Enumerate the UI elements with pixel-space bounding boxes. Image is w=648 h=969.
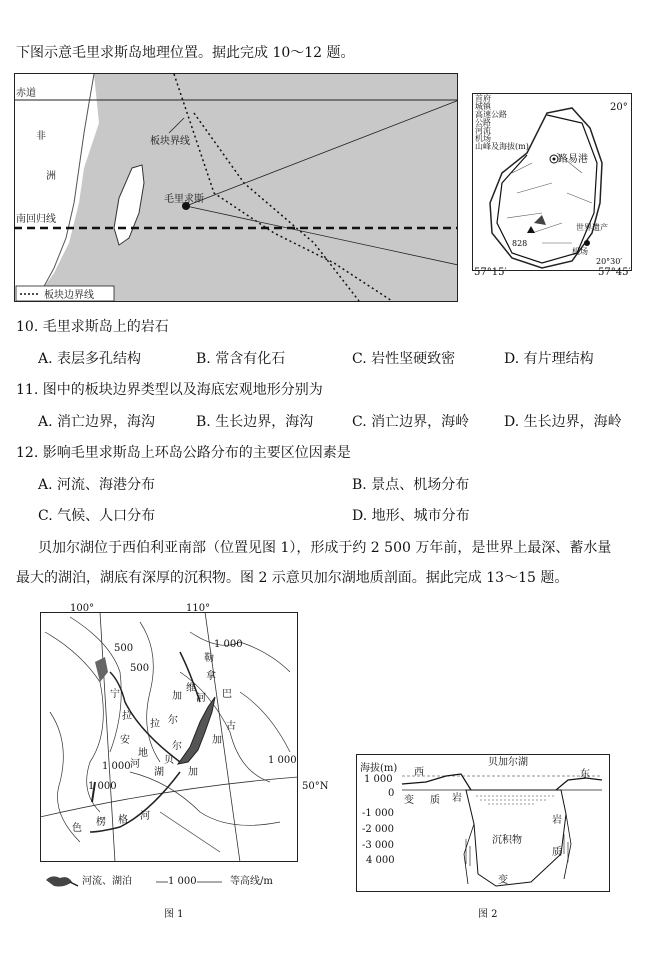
fig2-tick-4000: 4 000 xyxy=(366,855,395,866)
question-11-option-b: B. 生长边界，海沟 xyxy=(196,414,314,430)
fig2-sediment: 沉积物 xyxy=(492,835,522,846)
legend-lake-swatch xyxy=(46,876,72,886)
place-lena-2: 拿 xyxy=(206,671,216,682)
inset-peak: 828 xyxy=(512,239,528,248)
place-char-16: 拉 xyxy=(150,719,160,730)
plate-line-label: 板块界线 xyxy=(150,136,190,147)
map1-legend-label: 板块边界线 xyxy=(44,290,94,301)
inset-lat-1: 20° xyxy=(610,102,628,113)
fig2-tick-0: 0 xyxy=(388,788,395,799)
fig2-west: 西 xyxy=(414,767,424,778)
question-12-option-b: B. 景点、机场分布 xyxy=(352,477,470,493)
place-char-19: 色 xyxy=(72,823,82,834)
question-10-option-d: D. 有片理结构 xyxy=(504,351,594,367)
contour-1000-c: 1 000 xyxy=(88,781,117,792)
place-char-4: 加 xyxy=(172,691,182,702)
fig2-label-3: 岩 xyxy=(452,793,462,804)
contour-500-b: 500 xyxy=(130,663,150,674)
fig2-label-5: 质 xyxy=(552,847,562,858)
inset-lat-2: 20°30′ xyxy=(596,257,623,266)
mauritius-label: 毛里求斯 xyxy=(164,194,204,205)
question-12-stem: 12. 影响毛里求斯岛上环岛公路分布的主要区位因素是 xyxy=(16,445,351,461)
place-char-12: 贝 xyxy=(164,755,174,766)
place-char-5: 尔 xyxy=(168,715,178,726)
place-char-22: 河 xyxy=(140,811,150,822)
africa-label-2: 洲 xyxy=(46,171,56,182)
place-char-13: 湖 xyxy=(154,767,164,778)
fig1-lat-50: 50°N xyxy=(302,781,329,792)
tropic-label: 南回归线 xyxy=(16,214,56,225)
fig2-label-4: 岩 xyxy=(552,815,562,826)
fig2-ylabel: 海拔(m) xyxy=(360,763,398,774)
place-char-15: 加 xyxy=(188,767,198,778)
question-10-option-c: C. 岩性坚硬致密 xyxy=(352,351,456,367)
contour-1000-b: 1 000 xyxy=(102,761,131,772)
fig2-label-1: 变 xyxy=(404,795,414,806)
inset-city-3: 机场 xyxy=(572,247,588,256)
place-char-14: 安 xyxy=(120,735,130,746)
fig1-legend xyxy=(44,872,304,892)
inset-city-1: 路易港 xyxy=(558,154,588,165)
place-lena-1: 勒 xyxy=(204,653,214,664)
contour-1000-d: 1 000 xyxy=(268,755,297,766)
africa-label-1: 非 xyxy=(36,131,46,142)
place-char-18: 地 xyxy=(138,748,148,759)
inset-legend: 首府 城镇 高速公路 公路 河流 机场 山峰及海拔(m) xyxy=(475,94,529,151)
fig2-tick-minus-1000: -1 000 xyxy=(362,808,395,819)
question-12-option-c: C. 气候、人口分布 xyxy=(38,508,156,524)
fig1-lon-100: 100° xyxy=(70,603,95,614)
intro-text-1: 下图示意毛里求斯岛地理位置。据此完成 10～12 题。 xyxy=(16,45,355,61)
contour-500-a: 500 xyxy=(114,643,134,654)
place-char-23: 维 xyxy=(186,683,196,694)
question-11-option-a: A. 消亡边界，海沟 xyxy=(38,414,156,430)
intro-text-2-line-1: 贝加尔湖位于西伯利亚南部（位置见图 1），形成于约 2 500 万年前，是世界上最深、蓄水量 xyxy=(38,540,612,556)
inset-lon-1: 57°15′ xyxy=(474,267,507,278)
mauritius-inset-map xyxy=(472,93,632,271)
legend-river-label: 河流、湖泊 xyxy=(82,876,132,887)
legend-contour-label: 等高线/m xyxy=(230,876,273,887)
place-char-9: 拉 xyxy=(122,711,132,722)
fig2-tick-minus-2000: -2 000 xyxy=(362,824,395,835)
fig2-tick-minus-3000: -3 000 xyxy=(362,840,395,851)
place-char-6: 巴 xyxy=(222,689,232,700)
inset-lon-2: 57°45′ xyxy=(598,267,631,278)
fig1-caption: 图 1 xyxy=(164,909,184,920)
question-11-option-c: C. 消亡边界，海岭 xyxy=(352,414,470,430)
intro-text-2-line-2: 最大的湖泊，湖底有深厚的沉积物。图 2 示意贝加尔湖地质剖面。据此完成 13～15 题。 xyxy=(16,570,569,586)
question-10-option-b: B. 常含有化石 xyxy=(196,351,286,367)
place-char-7: 古 xyxy=(226,721,236,732)
place-char-17: 河 xyxy=(130,759,140,770)
inset-city-2: 世界遗产 xyxy=(576,223,608,232)
question-12-option-a: A. 河流、海港分布 xyxy=(38,477,156,493)
fig2-label-2: 质 xyxy=(430,795,440,806)
place-char-21: 格 xyxy=(118,815,128,826)
fig1-lon-110: 110° xyxy=(186,603,211,614)
equator-label: 赤道 xyxy=(16,88,36,99)
fig2-tick-1000: 1 000 xyxy=(364,774,393,785)
fig2-label-6: 变 xyxy=(498,875,508,886)
place-char-20: 楞 xyxy=(96,817,106,828)
mauritius-location-map xyxy=(14,73,458,302)
place-char-11: 加 xyxy=(212,735,222,746)
place-char-10: 尔 xyxy=(172,741,182,752)
place-lena-3: 河 xyxy=(196,693,206,704)
question-11-stem: 11. 图中的板块边界类型以及海底宏观地形分别为 xyxy=(16,382,323,398)
fig2-lake-label: 贝加尔湖 xyxy=(488,757,528,768)
question-11-option-d: D. 生长边界，海岭 xyxy=(504,414,622,430)
fig2-caption: 图 2 xyxy=(478,909,498,920)
fig2-east: 东 xyxy=(580,769,590,780)
contour-1000-a: 1 000 xyxy=(214,639,243,650)
question-12-option-d: D. 地形、城市分布 xyxy=(352,508,470,524)
question-10-option-a: A. 表层多孔结构 xyxy=(38,351,142,367)
question-10-stem: 10. 毛里求斯岛上的岩石 xyxy=(16,319,169,335)
place-char-8: 宁 xyxy=(110,689,120,700)
legend-contour-sample: 1 000 xyxy=(168,873,197,891)
